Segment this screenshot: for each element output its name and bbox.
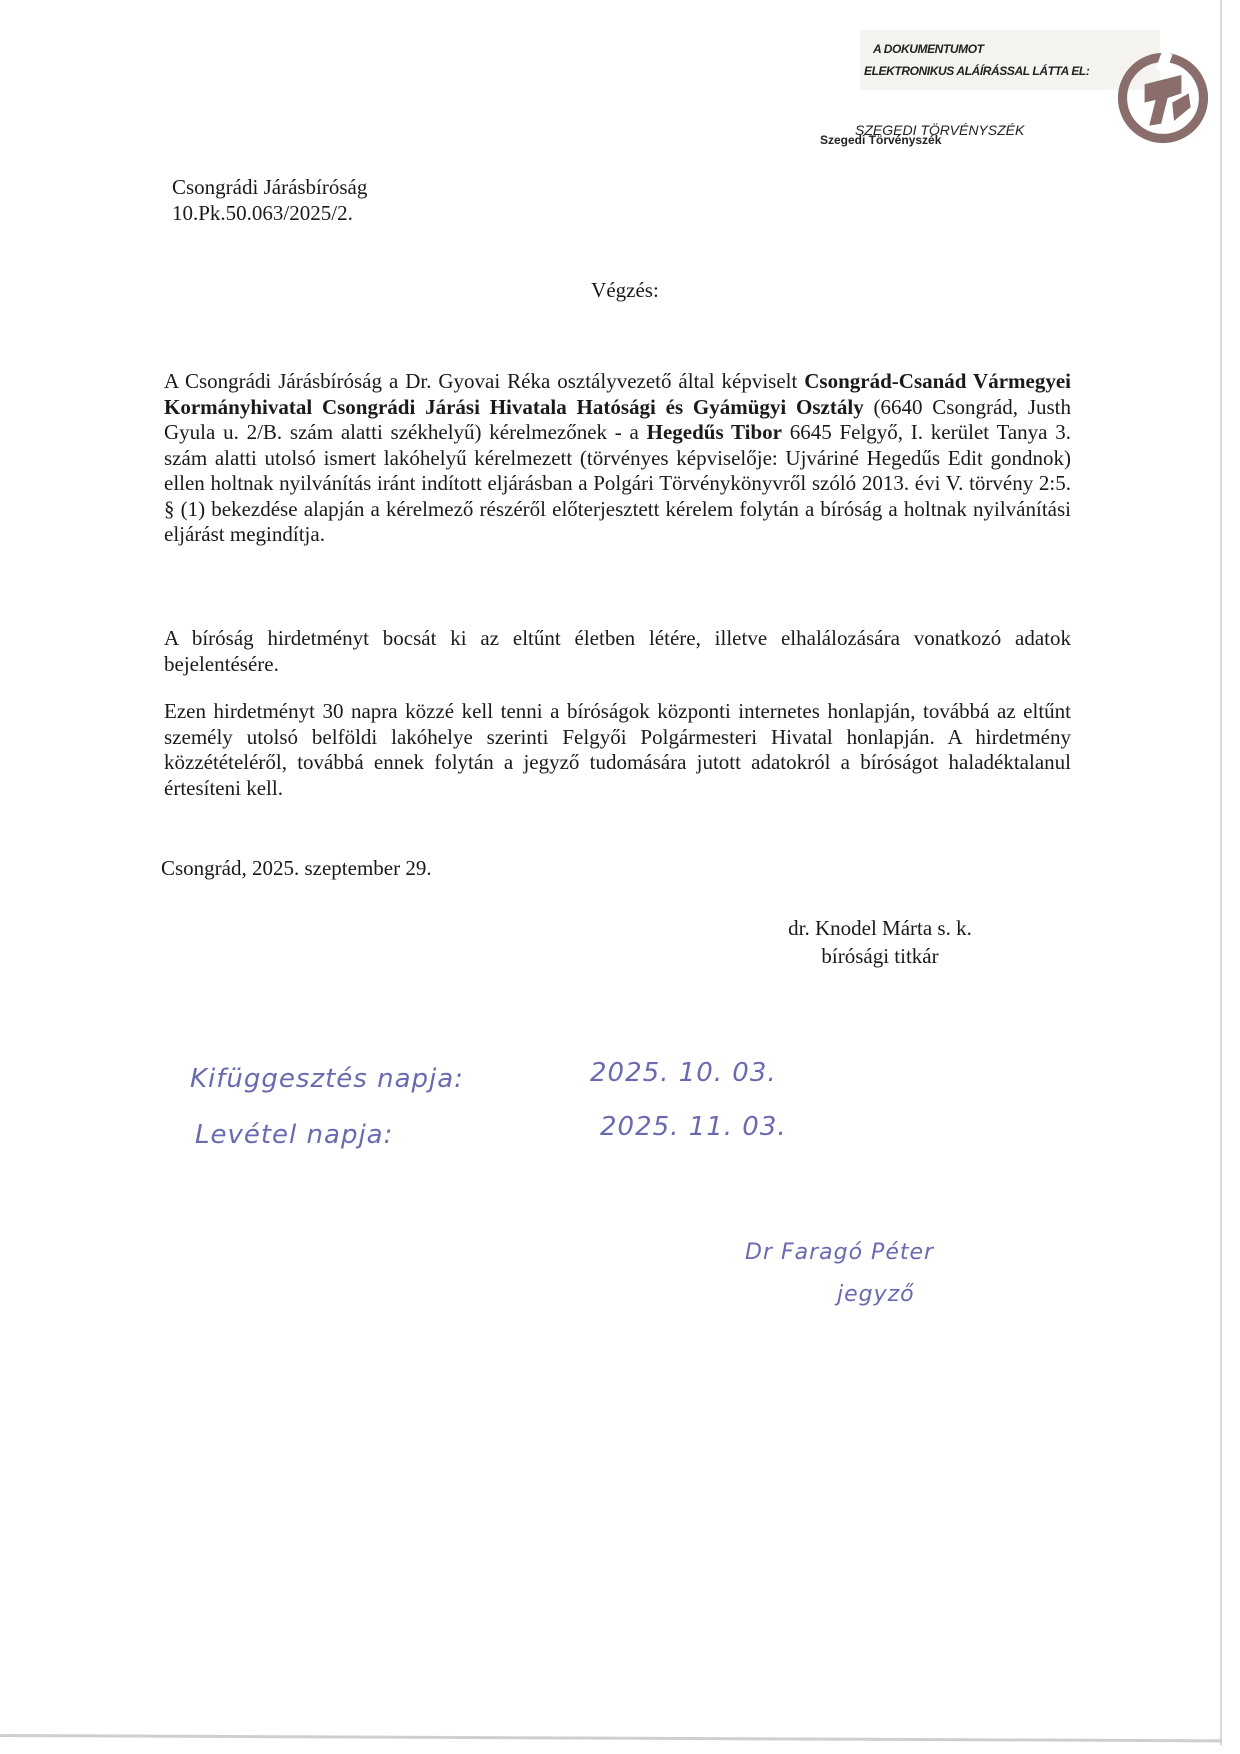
handwritten-notary-name: Dr Faragó Péter (745, 1240, 935, 1265)
handwritten-posted-date: 2025. 10. 03. (590, 1058, 777, 1088)
respondent-name: Hegedűs Tibor (646, 420, 782, 444)
applicant-name: Csongrád-Csanád Vármegyei Kormányhivatal Csongrádi Járási Hivatala Hatósági és Gyámügyi Osztály (164, 369, 1071, 419)
title-text: Végzés: (591, 278, 659, 302)
place-date: Csongrád, 2025. szeptember 29. (161, 856, 432, 880)
stamp-line-1: A DOKUMENTUMOT (873, 42, 984, 56)
handwritten-posted-label: Kifüggesztés napja: (190, 1064, 464, 1094)
stamp-background (860, 30, 1160, 90)
page-edge (1220, 0, 1222, 1745)
signature-block (780, 914, 980, 970)
paragraph-ruling (164, 369, 1071, 548)
text: A Csongrádi Járásbíróság a Dr. Gyovai Réka osztályvezető által képviselt (164, 369, 805, 393)
paragraph-publication: Ezen hirdetményt 30 napra közzé kell tenni a bíróságok központi internetes honlapján, továbbá az eltűnt személy utolsó belföldi lakóhelye szerinti Felgyői Polgármesteri Hivatal honlapján. A hirdetmény közzétételéről, továbbá ennek folytán a jegyző tudomására jutott adatokról a bíróságot haladéktalanul értesíteni kell. (164, 699, 1071, 800)
court-name: Csongrádi Járásbíróság (172, 175, 368, 199)
signer-role: bírósági titkár (821, 944, 939, 968)
text: 6645 Felgyő, I. kerület Tanya 3. szám alatti utolsó ismert lakóhelyű kérelmezett (törvényes képviselője: Ujváriné Hegedűs Edit gondnok) ellen holtnak nyilvánítás iránt indított eljárásban a Polgári Törvénykönyvről szóló 2013. évi V. törvény 2:5. § (1) bekezdése alapján a kérelmező részéről előterjesztett kérelem folytán a bíróság a holtnak nyilvánítási eljárást megindítja. (164, 420, 1071, 546)
text: (6640 Csongrád, Justh Gyula u. 2/B. szám alatti székhelyű) kérelmezőnek - a (164, 394, 1072, 444)
stamp-court-regular: Szegedi Törvényszék (820, 133, 942, 147)
document-header (172, 174, 367, 226)
handwritten-removed-date: 2025. 11. 03. (600, 1112, 787, 1142)
court-logo-icon (1117, 52, 1209, 144)
stamp-court-upper: SZEGEDI TÖRVÉNYSZÉK (855, 122, 1025, 138)
page-edge (0, 1734, 1222, 1742)
document-title (0, 278, 1240, 303)
handwritten-notary-role: jegyző (837, 1282, 915, 1307)
signer-name: dr. Knodel Márta s. k. (788, 916, 972, 940)
paragraph-notice: A bíróság hirdetményt bocsát ki az eltűnt életben létére, illetve elhalálozására vonatkozó adatok bejelentésére. (164, 626, 1071, 676)
handwritten-removed-label: Levétel napja: (195, 1120, 394, 1150)
case-number: 10.Pk.50.063/2025/2. (172, 201, 353, 225)
stamp-line-2: ELEKTRONIKUS ALÁÍRÁSSAL LÁTTA EL: (864, 64, 1090, 78)
